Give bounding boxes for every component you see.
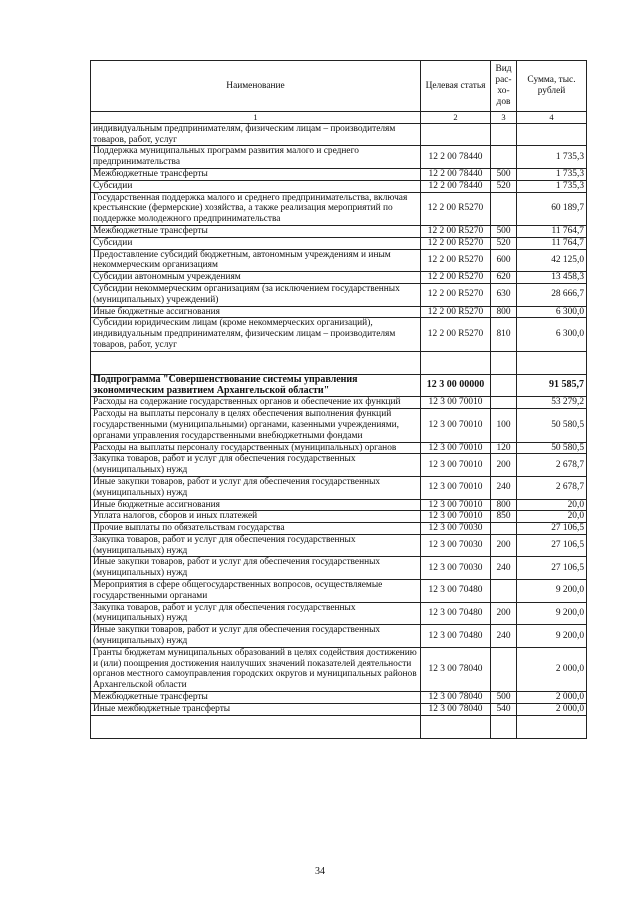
budget-table (90, 60, 587, 739)
table-row (91, 476, 587, 499)
target-code: 12 2 00 78440 (421, 146, 491, 169)
table-row (91, 523, 587, 535)
item-name: Государственная поддержка малого и среднего предпринимательства, включая крестьянские (фермерские) хозяйства, а также реализация мероприятий по поддержке молодежного предпринимательства (91, 192, 421, 225)
table-row (91, 318, 587, 351)
item-name: Иные закупки товаров, работ и услуг для обеспечения государственных (муниципальных) нужд (91, 625, 421, 648)
expense-type (491, 374, 517, 397)
amount: 11 764,7 (517, 237, 587, 249)
document-page (90, 60, 586, 739)
target-code: 12 3 00 70480 (421, 625, 491, 648)
amount: 9 200,0 (517, 602, 587, 625)
amount: 9 200,0 (517, 625, 587, 648)
item-name: Субсидии (91, 237, 421, 249)
amount: 13 458,3 (517, 272, 587, 284)
item-name: Субсидии (91, 180, 421, 192)
item-name: Иные закупки товаров, работ и услуг для обеспечения государственных (муниципальных) нужд (91, 557, 421, 580)
amount: 6 300,0 (517, 306, 587, 318)
table-row (91, 192, 587, 225)
empty-cell (491, 351, 517, 374)
header-type: Вид рас-хо-дов (491, 61, 517, 112)
target-code: 12 2 00 78440 (421, 168, 491, 180)
table-row (91, 534, 587, 557)
target-code: 12 3 00 70480 (421, 580, 491, 603)
column-number: 3 (491, 112, 517, 124)
amount: 27 106,5 (517, 523, 587, 535)
table-row (91, 703, 587, 715)
amount: 1 735,3 (517, 146, 587, 169)
table-row (91, 557, 587, 580)
target-code: 12 2 00 R5270 (421, 192, 491, 225)
target-code: 12 3 00 70010 (421, 476, 491, 499)
page-number: 34 (315, 866, 325, 877)
target-code: 12 3 00 78040 (421, 647, 491, 691)
amount: 50 580,5 (517, 442, 587, 454)
target-code: 12 3 00 70030 (421, 523, 491, 535)
item-name: Уплата налогов, сборов и иных платежей (91, 511, 421, 523)
item-name: Закупка товаров, работ и услуг для обеспечения государственных (муниципальных) нужд (91, 454, 421, 477)
expense-type: 850 (491, 511, 517, 523)
header-name: Наименование (91, 61, 421, 112)
item-name: Гранты бюджетам муниципальных образований в целях содействия достижению и (или) поощрения достижения наилучших значений показателей деятельности органов местного самоуправления городских округов и муниципальных районов Архангельской области (91, 647, 421, 691)
table-row (91, 397, 587, 409)
amount: 20,0 (517, 511, 587, 523)
table-row (91, 168, 587, 180)
item-name: Иные бюджетные ассигнования (91, 306, 421, 318)
item-name: Расходы на выплаты персоналу государственных (муниципальных) органов (91, 442, 421, 454)
table-row (91, 580, 587, 603)
expense-type: 800 (491, 306, 517, 318)
item-name: Расходы на выплаты персоналу в целях обеспечения выполнения функций государственными (муниципальными) органами, казенными учреждениями, органами управления государственными внебюджетными фондами (91, 409, 421, 442)
target-code: 12 2 00 78440 (421, 180, 491, 192)
expense-type (491, 647, 517, 691)
amount: 1 735,3 (517, 180, 587, 192)
expense-type: 540 (491, 703, 517, 715)
item-name: Поддержка муниципальных программ развития малого и среднего предпринимательства (91, 146, 421, 169)
item-name: Субсидии некоммерческим организациям (за исключением государственных (муниципальных) учреждений) (91, 283, 421, 306)
item-name: Иные закупки товаров, работ и услуг для обеспечения государственных (муниципальных) нужд (91, 476, 421, 499)
expense-type: 200 (491, 454, 517, 477)
target-code: 12 2 00 R5270 (421, 237, 491, 249)
item-name: Иные бюджетные ассигнования (91, 499, 421, 511)
target-code: 12 3 00 78040 (421, 703, 491, 715)
table-header-row (91, 61, 587, 112)
column-number: 1 (91, 112, 421, 124)
expense-type (491, 123, 517, 146)
table-row (91, 374, 587, 397)
expense-type: 240 (491, 625, 517, 648)
amount: 2 000,0 (517, 647, 587, 691)
empty-cell (491, 715, 517, 738)
table-row (91, 602, 587, 625)
amount: 11 764,7 (517, 225, 587, 237)
expense-type (491, 580, 517, 603)
target-code: 12 2 00 R5270 (421, 318, 491, 351)
target-code: 12 3 00 70010 (421, 454, 491, 477)
table-row (91, 442, 587, 454)
target-code: 12 3 00 70030 (421, 534, 491, 557)
table-row (91, 249, 587, 272)
item-name: Подпрограмма "Совершенствование системы управления экономическим развитием Архангельской области" (91, 374, 421, 397)
expense-type: 810 (491, 318, 517, 351)
table-row (91, 123, 587, 146)
table-row (91, 180, 587, 192)
table-row (91, 454, 587, 477)
table-row (91, 692, 587, 704)
amount: 60 189,7 (517, 192, 587, 225)
expense-type: 120 (491, 442, 517, 454)
item-name: Предоставление субсидий бюджетным, автономным учреждениям и иным некоммерческим организациям (91, 249, 421, 272)
table-row (91, 306, 587, 318)
item-name: Межбюджетные трансферты (91, 168, 421, 180)
amount: 91 585,7 (517, 374, 587, 397)
empty-cell (421, 715, 491, 738)
table-row (91, 625, 587, 648)
item-name: индивидуальным предпринимателям, физическим лицам – производителям товаров, работ, услуг (91, 123, 421, 146)
expense-type: 200 (491, 602, 517, 625)
expense-type (491, 146, 517, 169)
empty-cell (91, 715, 421, 738)
column-number-row (91, 112, 587, 124)
target-code: 12 3 00 70480 (421, 602, 491, 625)
spacer-row (91, 351, 587, 374)
target-code: 12 3 00 70030 (421, 557, 491, 580)
item-name: Межбюджетные трансферты (91, 692, 421, 704)
table-row (91, 237, 587, 249)
table-row (91, 146, 587, 169)
target-code: 12 3 00 70010 (421, 397, 491, 409)
expense-type: 500 (491, 692, 517, 704)
amount: 20,0 (517, 499, 587, 511)
expense-type: 520 (491, 180, 517, 192)
amount: 27 106,5 (517, 557, 587, 580)
amount: 27 106,5 (517, 534, 587, 557)
expense-type: 240 (491, 476, 517, 499)
table-row (91, 511, 587, 523)
target-code: 12 3 00 70010 (421, 409, 491, 442)
column-number: 4 (517, 112, 587, 124)
amount (517, 123, 587, 146)
amount: 2 000,0 (517, 703, 587, 715)
item-name: Закупка товаров, работ и услуг для обеспечения государственных (муниципальных) нужд (91, 534, 421, 557)
amount: 6 300,0 (517, 318, 587, 351)
target-code: 12 2 00 R5270 (421, 272, 491, 284)
empty-cell (91, 351, 421, 374)
target-code: 12 3 00 70010 (421, 442, 491, 454)
target-code: 12 2 00 R5270 (421, 225, 491, 237)
header-sum: Сумма, тыс. рублей (517, 61, 587, 112)
item-name: Субсидии автономным учреждениям (91, 272, 421, 284)
amount: 50 580,5 (517, 409, 587, 442)
amount: 42 125,0 (517, 249, 587, 272)
amount: 2 678,7 (517, 454, 587, 477)
expense-type: 100 (491, 409, 517, 442)
item-name: Закупка товаров, работ и услуг для обеспечения государственных (муниципальных) нужд (91, 602, 421, 625)
column-number: 2 (421, 112, 491, 124)
expense-type: 520 (491, 237, 517, 249)
item-name: Мероприятия в сфере общегосударственных вопросов, осуществляемые государственными органами (91, 580, 421, 603)
item-name: Прочие выплаты по обязательствам государства (91, 523, 421, 535)
expense-type (491, 397, 517, 409)
item-name: Межбюджетные трансферты (91, 225, 421, 237)
empty-cell (517, 715, 587, 738)
table-row (91, 499, 587, 511)
amount: 53 279,2 (517, 397, 587, 409)
expense-type (491, 192, 517, 225)
target-code: 12 3 00 78040 (421, 692, 491, 704)
expense-type: 620 (491, 272, 517, 284)
expense-type: 800 (491, 499, 517, 511)
table-row (91, 283, 587, 306)
item-name: Расходы на содержание государственных органов и обеспечение их функций (91, 397, 421, 409)
table-body (91, 123, 587, 738)
table-row (91, 409, 587, 442)
amount: 2 678,7 (517, 476, 587, 499)
target-code: 12 2 00 R5270 (421, 283, 491, 306)
amount: 9 200,0 (517, 580, 587, 603)
item-name: Иные межбюджетные трансферты (91, 703, 421, 715)
amount: 28 666,7 (517, 283, 587, 306)
target-code: 12 3 00 70010 (421, 499, 491, 511)
expense-type: 500 (491, 168, 517, 180)
expense-type: 200 (491, 534, 517, 557)
table-row (91, 647, 587, 691)
target-code: 12 2 00 R5270 (421, 306, 491, 318)
target-code: 12 3 00 70010 (421, 511, 491, 523)
target-code (421, 123, 491, 146)
empty-cell (421, 351, 491, 374)
spacer-row (91, 715, 587, 738)
empty-cell (517, 351, 587, 374)
table-row (91, 225, 587, 237)
item-name: Субсидии юридическим лицам (кроме некоммерческих организаций), индивидуальным предпринимателям, физическим лицам – производителям товаров, работ, услуг (91, 318, 421, 351)
target-code: 12 3 00 00000 (421, 374, 491, 397)
header-code: Целевая статья (421, 61, 491, 112)
target-code: 12 2 00 R5270 (421, 249, 491, 272)
expense-type: 240 (491, 557, 517, 580)
table-row (91, 272, 587, 284)
amount: 2 000,0 (517, 692, 587, 704)
amount: 1 735,3 (517, 168, 587, 180)
expense-type: 600 (491, 249, 517, 272)
expense-type: 500 (491, 225, 517, 237)
expense-type (491, 523, 517, 535)
expense-type: 630 (491, 283, 517, 306)
